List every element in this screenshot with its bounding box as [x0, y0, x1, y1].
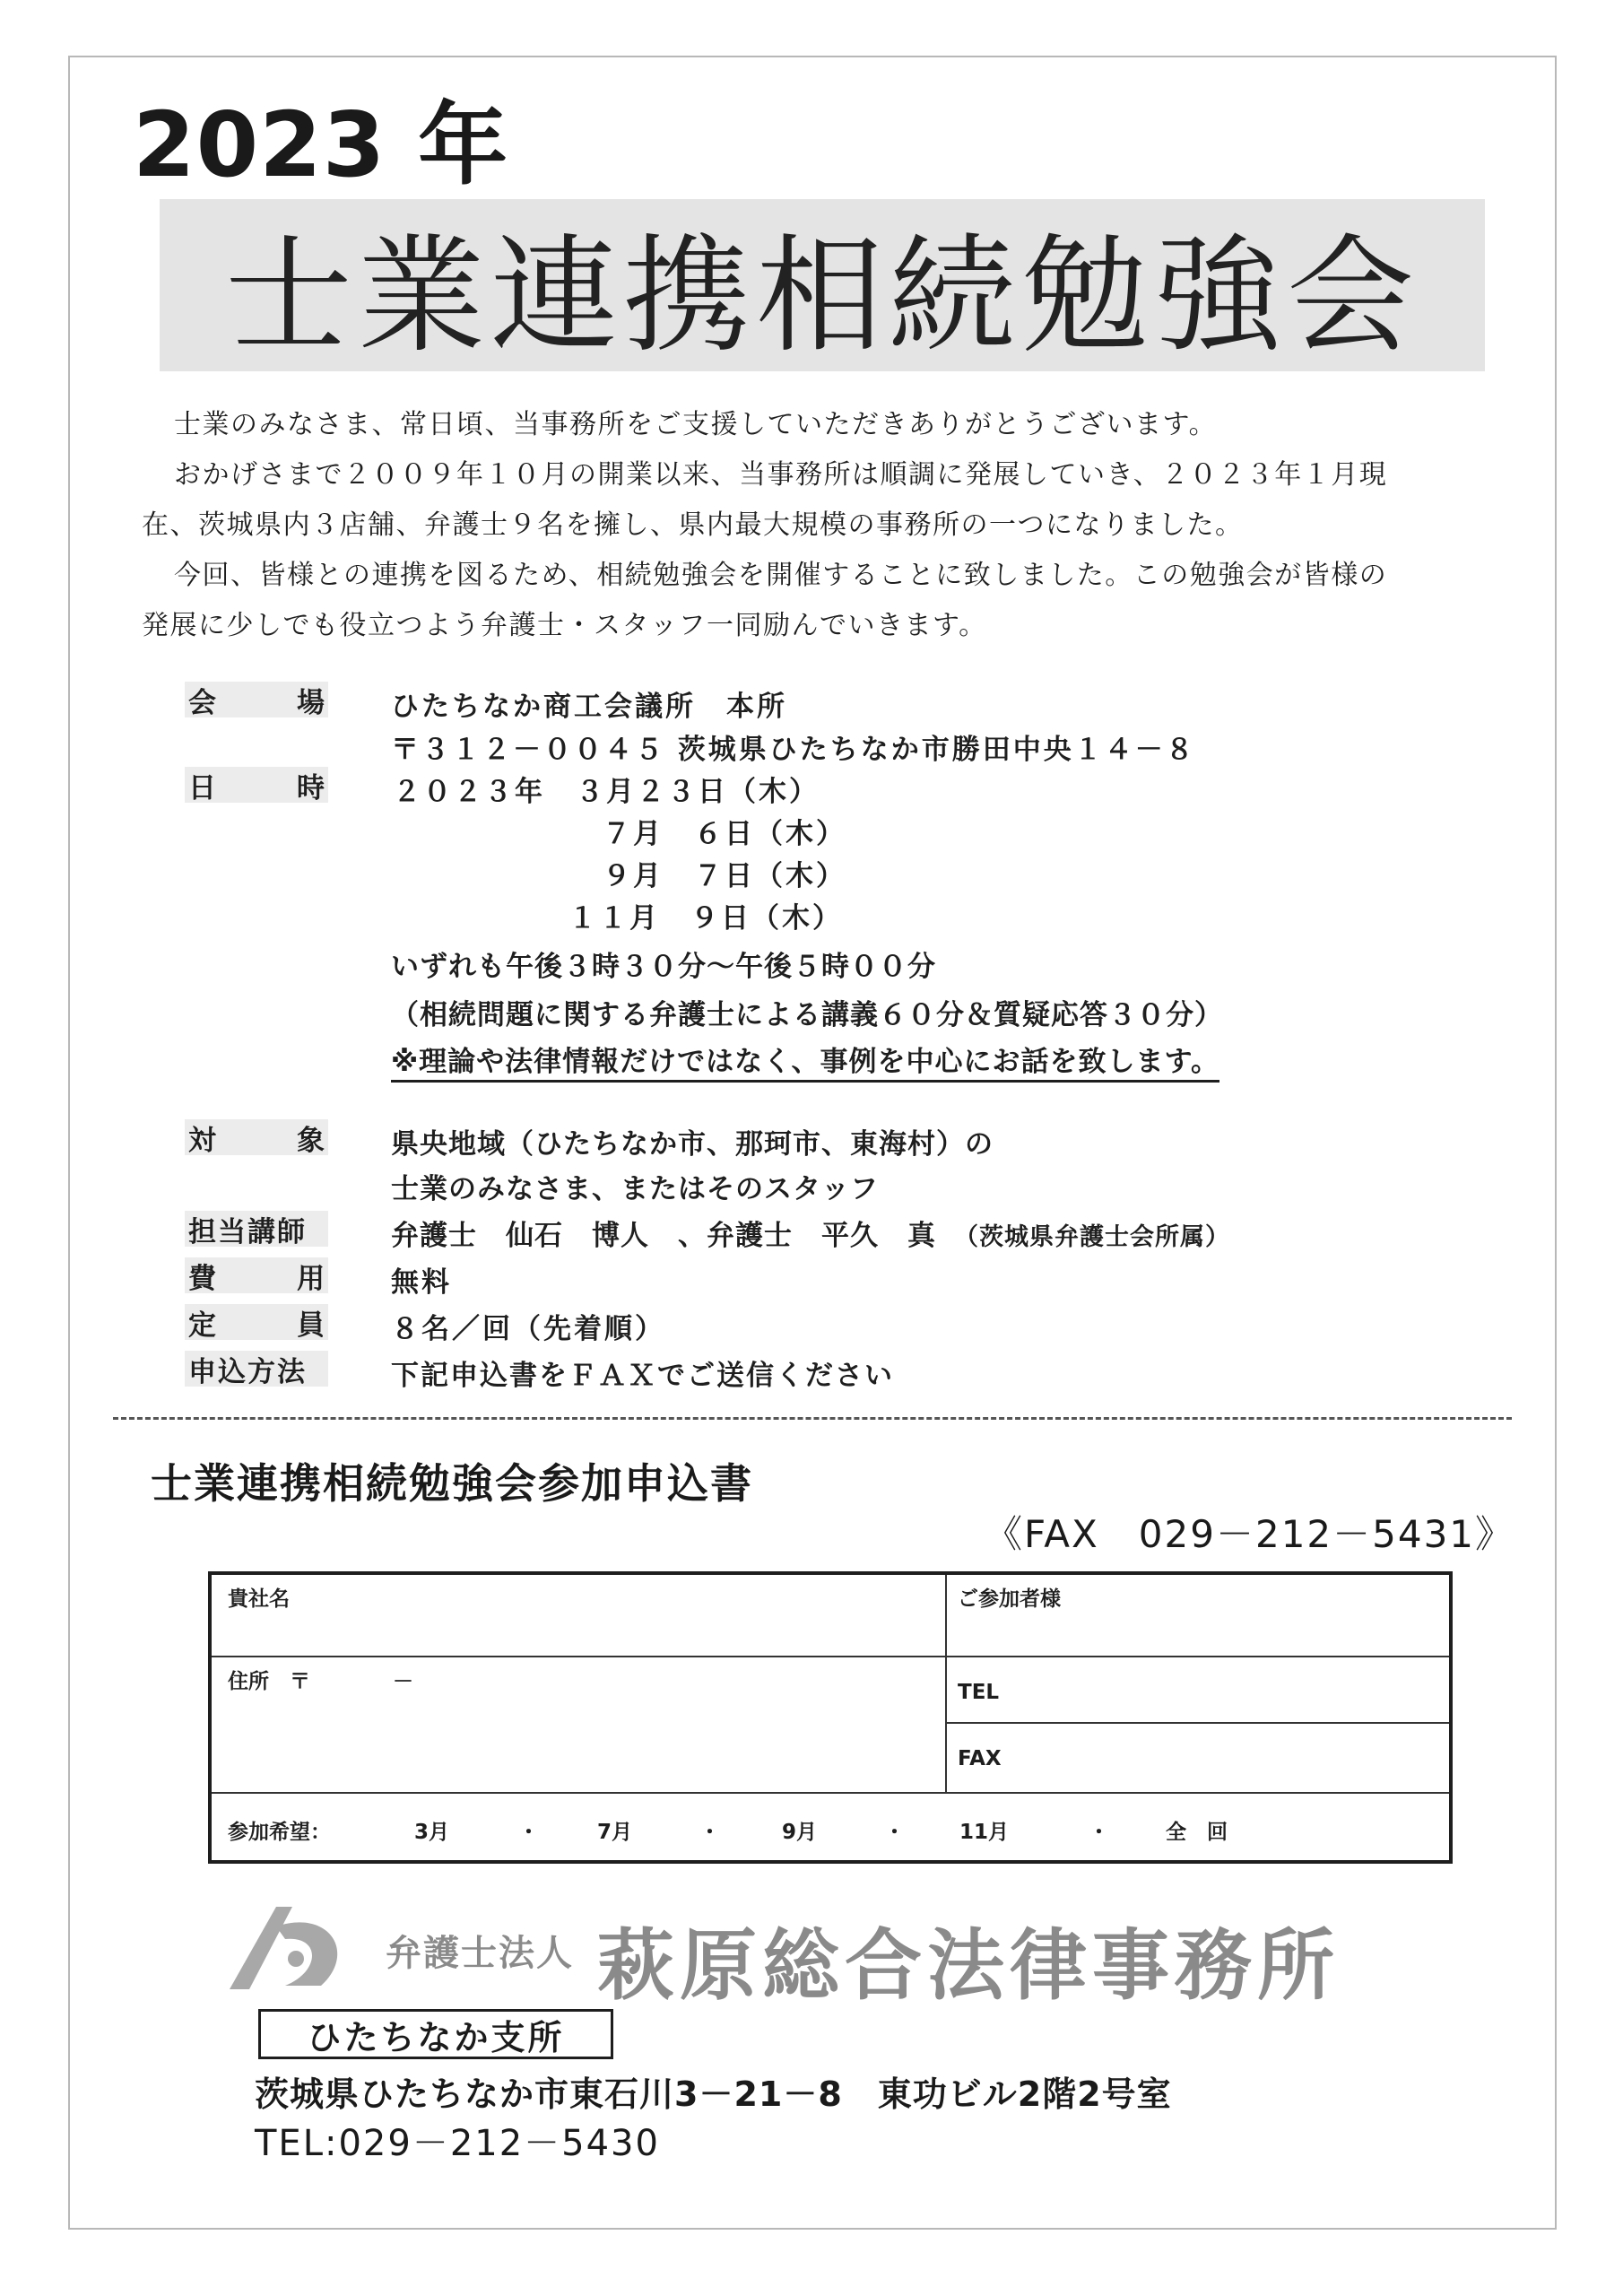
option-separator: ・: [699, 1821, 720, 1844]
firm-name: 萩原総合法律事務所: [597, 1921, 1340, 2011]
form-title: 士業連携相続勉強会参加申込書: [151, 1459, 753, 1508]
fee-label: 費 用: [185, 1257, 328, 1293]
target-line-1: 県央地域（ひたちなか市、那珂市、東海村）の: [391, 1128, 994, 1161]
form-divider: [945, 1575, 947, 1792]
option-september[interactable]: 9月: [782, 1821, 818, 1844]
cut-line: [113, 1417, 1512, 1420]
form-divider: [212, 1792, 1449, 1794]
date-3: ９月 ７日（木）: [603, 860, 846, 892]
firm-logo: [222, 1900, 1496, 2011]
form-divider: [945, 1722, 1449, 1724]
firm-emblem-icon: [222, 1900, 357, 1998]
date-label: 日 時: [185, 767, 328, 803]
address-field[interactable]: 住所 〒 －: [228, 1670, 413, 1693]
capacity-label: 定 員: [185, 1304, 328, 1340]
intro-line: 士業のみなさま、常日頃、当事務所をご支援していただきありがとうございます。: [174, 409, 1218, 440]
event-year: 2023 年: [133, 92, 509, 197]
company-field[interactable]: 貴社名: [228, 1587, 290, 1611]
option-november[interactable]: 11月: [959, 1821, 1010, 1844]
capacity-row: [185, 1304, 328, 1340]
intro-text: [142, 400, 1487, 651]
title-banner: [160, 199, 1485, 371]
date-2: ７月 ６日（木）: [603, 818, 846, 850]
preference-label: 参加希望：: [228, 1821, 331, 1844]
option-separator: ・: [1089, 1821, 1109, 1844]
application-form: [208, 1571, 1453, 1864]
option-separator: ・: [884, 1821, 905, 1844]
fee-row: [185, 1257, 328, 1293]
lecturer-affiliation: （茨城県弁護士会所属）: [954, 1223, 1230, 1251]
date-1: ２０２３年 ３月２３日（木）: [393, 776, 820, 808]
content-note: ※理論や法律情報だけではなく、事例を中心にお話を致します。: [391, 1039, 1219, 1079]
fax-field[interactable]: FAX: [958, 1747, 1002, 1770]
intro-line: おかげさまで２００９年１０月の開業以来、当事務所は順調に発展していき、２０２３年１月現: [174, 459, 1388, 491]
option-july[interactable]: 7月: [597, 1821, 633, 1844]
target-line-2: 士業のみなさま、またはそのスタッフ: [391, 1173, 879, 1205]
intro-line: 発展に少しでも役立つよう弁護士・スタッフ一同励んでいきます。: [142, 610, 987, 641]
option-separator: ・: [518, 1821, 539, 1844]
venue-row: [185, 682, 328, 718]
firm-type: 弁護士法人: [386, 1933, 574, 1974]
branch-phone: TEL:029－212－5430: [255, 2123, 660, 2164]
session-breakdown: （相続問題に関する弁護士による講義６０分＆質疑応答３０分）: [391, 999, 1223, 1031]
branch-address: 茨城県ひたちなか市東石川3－21－8 東功ビル2階2号室: [255, 2074, 1172, 2114]
branch-name: ひたちなか支所: [258, 2009, 613, 2059]
option-march[interactable]: 3月: [414, 1821, 450, 1844]
page-title: 士業連携相続勉強会: [225, 222, 1419, 370]
participant-field[interactable]: ご参加者様: [958, 1587, 1061, 1611]
apply-method: 下記申込書をＦＡＸでご送信ください: [391, 1360, 894, 1392]
venue-address: 〒３１２－００４５ 茨城県ひたちなか市勝田中央１４－８: [391, 734, 1196, 766]
intro-line: 在、茨城県内３店舗、弁護士９名を擁し、県内最大規模の事務所の一つになりました。: [142, 509, 1244, 541]
venue-name: ひたちなか商工会議所 本所: [391, 691, 787, 723]
venue-label: 会 場: [185, 682, 328, 718]
date-4: １１月 ９日（木）: [568, 902, 843, 935]
lecturer-label: 担当講師: [185, 1211, 328, 1247]
form-divider: [212, 1656, 1449, 1657]
intro-line: 今回、皆様との連携を図るため、相続勉強会を開催することに致しました。この勉強会が皆様の: [174, 560, 1388, 591]
tel-field[interactable]: TEL: [958, 1681, 1000, 1704]
lecturer-row: [185, 1211, 328, 1247]
lecturers: 弁護士 仙石 博人 、弁護士 平久 真 （茨城県弁護士会所属）: [391, 1220, 1230, 1252]
apply-label: 申込方法: [185, 1351, 328, 1387]
date-row: [185, 767, 328, 803]
fax-number: 《FAX 029－212－5431》: [985, 1512, 1515, 1556]
target-label: 対 象: [185, 1119, 328, 1155]
capacity-value: ８名／回（先着順）: [391, 1313, 665, 1345]
target-row: [185, 1119, 328, 1155]
fee-value: 無料: [391, 1266, 452, 1299]
option-all[interactable]: 全 回: [1166, 1821, 1228, 1844]
apply-row: [185, 1351, 328, 1387]
session-time: いずれも午後３時３０分～午後５時００分: [391, 951, 936, 983]
